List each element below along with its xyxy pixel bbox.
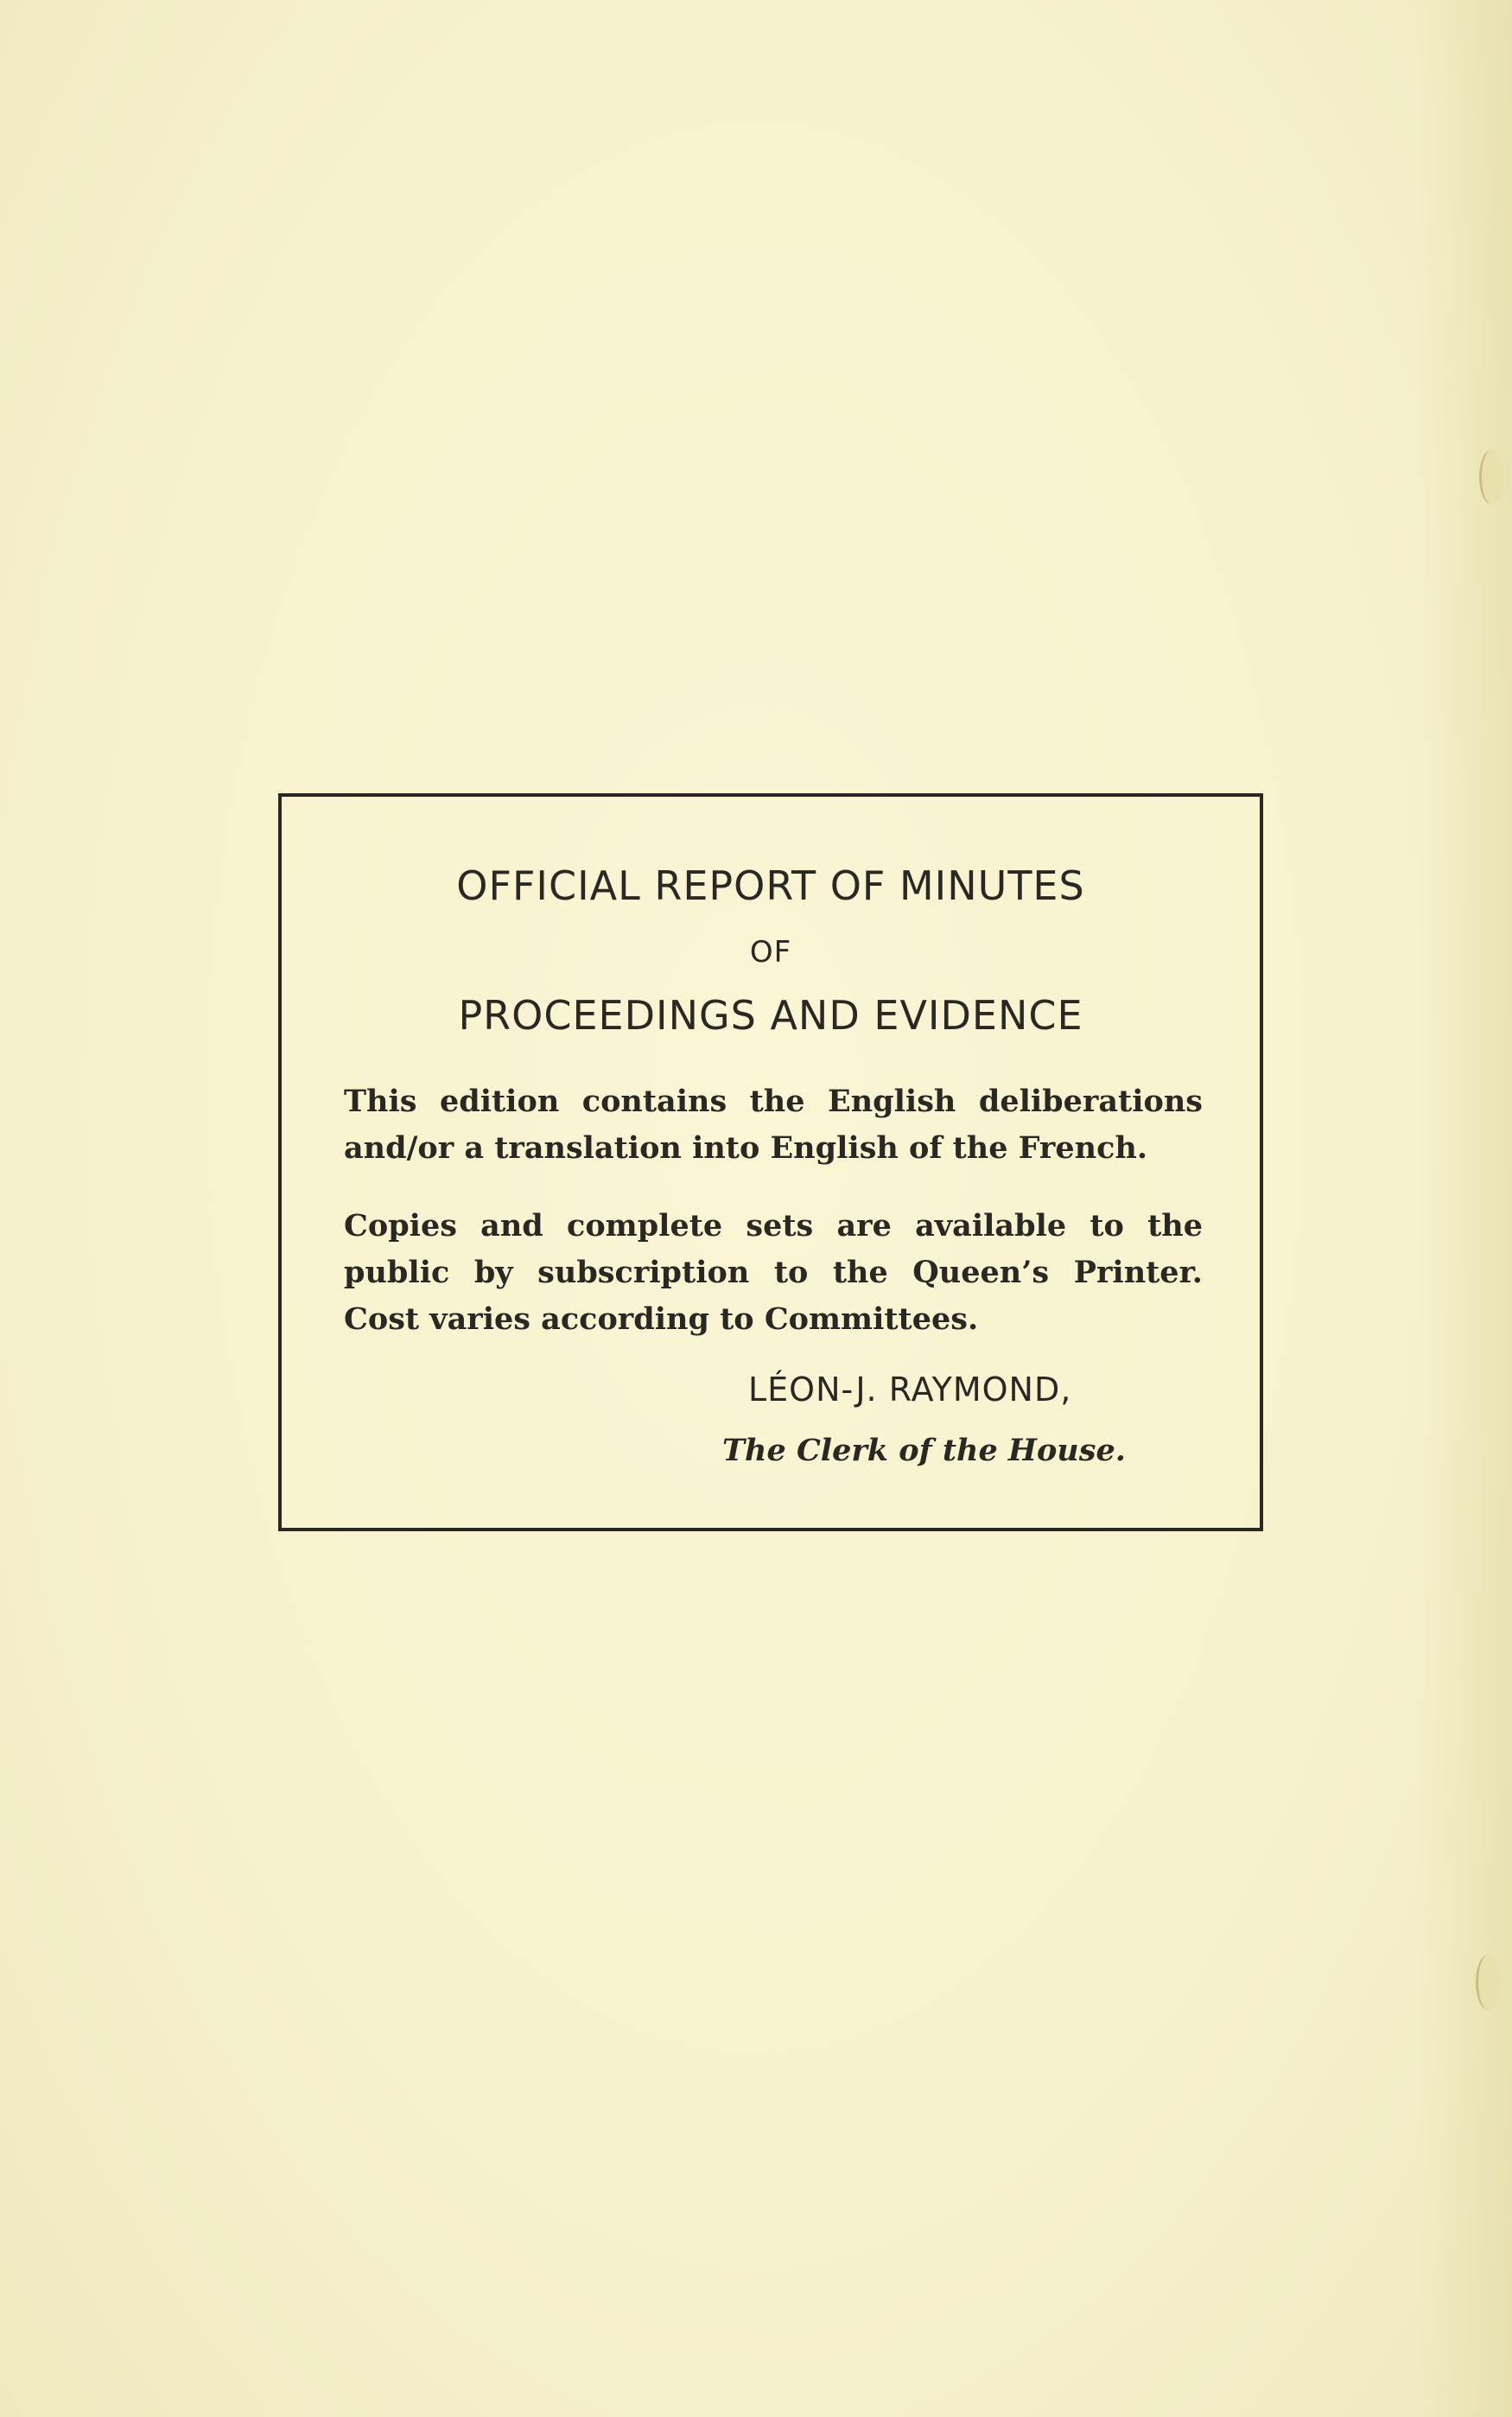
notice-heading-line1: OFFICIAL REPORT OF MINUTES	[456, 862, 1085, 909]
subscription-paragraph-line: public by subscription to the Queen’s Printer.	[344, 1255, 1203, 1290]
notice-heading-line3: PROCEEDINGS AND EVIDENCE	[458, 992, 1083, 1039]
edition-paragraph-line: and/or a translation into English of the French.	[344, 1130, 1148, 1166]
binding-hole-bottom	[1476, 1955, 1501, 2010]
notice-box	[278, 793, 1263, 1531]
binding-hole-top	[1479, 449, 1504, 505]
edition-paragraph	[344, 1078, 1203, 1172]
signature-name: LÉON-J. RAYMOND,	[748, 1371, 1072, 1409]
page-edge-shadow	[1417, 0, 1512, 2417]
signature-title: The Clerk of the House.	[722, 1433, 1126, 1468]
edition-paragraph-line: This edition contains the English deliberations	[344, 1084, 1203, 1119]
subscription-paragraph-line: Copies and complete sets are available to the	[344, 1208, 1203, 1243]
notice-heading-line2: OF	[749, 935, 792, 970]
subscription-paragraph-line: Cost varies according to Committees.	[344, 1301, 979, 1337]
subscription-paragraph	[344, 1203, 1203, 1343]
